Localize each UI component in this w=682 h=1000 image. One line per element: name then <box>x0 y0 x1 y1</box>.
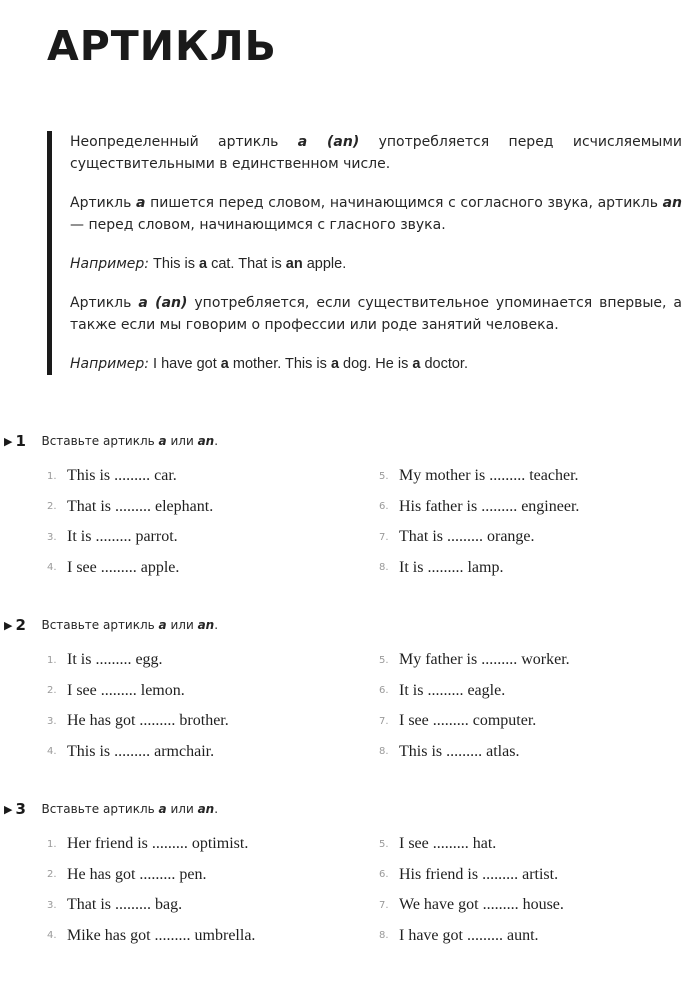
exercise-item <box>379 890 564 921</box>
rule-paragraph-3 <box>70 292 682 336</box>
exercise-column-left <box>47 645 229 767</box>
instruction-article: a <box>158 618 167 632</box>
item-number: 5. <box>379 838 389 850</box>
rule-text: Артикль <box>70 195 136 211</box>
article-term: a <box>136 195 146 211</box>
exercise-column-right <box>379 645 570 767</box>
item-number: 3. <box>47 531 57 543</box>
exercise-column-left <box>47 829 255 951</box>
instruction-text: или <box>166 802 198 816</box>
exercise-item <box>379 829 564 860</box>
item-text: His father is ......... engineer. <box>399 497 580 515</box>
instruction-text: . <box>214 802 219 816</box>
exercise-item <box>379 645 570 676</box>
exercise-instruction <box>41 802 218 816</box>
exercise-number: 1 <box>15 432 26 450</box>
instruction-text: Вставьте артикль <box>41 618 159 632</box>
rule-text: употребляется, если существительное упоминается впервые, а также если мы говорим о профессии или роде занятий человека. <box>70 295 682 333</box>
exercise-item <box>47 522 213 553</box>
item-number: 4. <box>47 562 57 574</box>
item-number: 6. <box>379 685 389 697</box>
exercise-header <box>4 615 218 635</box>
item-text: This is ......... armchair. <box>67 742 215 760</box>
item-text: I see ......... lemon. <box>67 681 185 699</box>
triangle-arrow-icon: ▶ <box>4 434 13 448</box>
exercise-instruction <box>41 618 218 632</box>
item-text: I see ......... hat. <box>399 835 497 853</box>
item-text: His friend is ......... artist. <box>399 865 559 883</box>
instruction-text: или <box>166 618 198 632</box>
rule-text: Артикль <box>70 295 139 311</box>
item-number: 7. <box>379 715 389 727</box>
exercise-column-right <box>379 461 579 583</box>
example-1 <box>70 253 682 275</box>
instruction-text: . <box>214 618 219 632</box>
exercise-item <box>47 921 255 952</box>
item-number: 7. <box>379 899 389 911</box>
item-text: It is ......... eagle. <box>399 681 506 699</box>
exercise-item <box>379 860 564 891</box>
example-label: Например: <box>70 256 150 272</box>
exercise-item <box>379 553 579 584</box>
item-number: 3. <box>47 715 57 727</box>
exercise-item <box>47 737 229 768</box>
rule-text: Неопределенный артикль <box>70 134 298 150</box>
item-text: I have got ......... aunt. <box>399 926 539 944</box>
exercise-item <box>47 829 255 860</box>
item-text: That is ......... bag. <box>67 896 183 914</box>
item-number: 2. <box>47 869 57 881</box>
example-article: a <box>198 256 208 272</box>
example-article: an <box>285 256 303 272</box>
instruction-text: или <box>166 434 198 448</box>
article-term: a (an) <box>297 134 360 150</box>
item-text: He has got ......... brother. <box>67 712 229 730</box>
example-text: I have got <box>149 356 221 372</box>
page-title: АРТИКЛЬ <box>47 22 277 70</box>
item-number: 5. <box>379 470 389 482</box>
example-article: a <box>220 356 229 372</box>
item-number: 4. <box>47 746 57 758</box>
item-text: This is ......... car. <box>67 467 177 485</box>
item-text: I see ......... apple. <box>67 558 180 576</box>
triangle-arrow-icon: ▶ <box>4 802 13 816</box>
exercise-item <box>47 492 213 523</box>
instruction-text: Вставьте артикль <box>41 434 159 448</box>
rule-paragraph-2 <box>70 192 682 236</box>
rule-paragraph-1 <box>70 131 682 175</box>
exercise-item <box>379 522 579 553</box>
item-number: 7. <box>379 531 389 543</box>
item-text: It is ......... parrot. <box>67 528 178 546</box>
rule-box <box>47 131 682 375</box>
item-number: 1. <box>47 470 57 482</box>
item-number: 2. <box>47 685 57 697</box>
example-text: This is <box>149 256 199 272</box>
item-text: My mother is ......... teacher. <box>399 467 579 485</box>
exercise-item <box>379 921 564 952</box>
item-text: That is ......... orange. <box>399 528 535 546</box>
exercise-item <box>379 676 570 707</box>
article-term: an <box>662 195 682 211</box>
item-text: That is ......... elephant. <box>67 497 214 515</box>
example-article: a <box>330 356 340 372</box>
exercise-item <box>47 461 213 492</box>
item-number: 5. <box>379 654 389 666</box>
item-text: He has got ......... pen. <box>67 865 207 883</box>
rule-text: употребляется перед исчисляемыми существительными в единственном числе. <box>70 134 682 172</box>
exercise-column-left <box>47 461 213 583</box>
item-number: 2. <box>47 501 57 513</box>
example-text: dog. He is <box>339 356 413 372</box>
example-text: mother. This is <box>228 356 331 372</box>
example-text: doctor. <box>420 356 468 372</box>
exercise-column-right <box>379 829 564 951</box>
item-text: We have got ......... house. <box>399 896 564 914</box>
exercise-item <box>47 890 255 921</box>
instruction-article: a <box>158 802 167 816</box>
exercise-item <box>47 553 213 584</box>
exercise-item <box>47 706 229 737</box>
item-number: 8. <box>379 930 389 942</box>
rule-text: — перед словом, начинающимся с гласного звука. <box>70 217 446 233</box>
example-article: a <box>412 356 421 372</box>
exercise-number: 2 <box>15 616 26 634</box>
item-number: 4. <box>47 930 57 942</box>
item-number: 6. <box>379 869 389 881</box>
exercise-header <box>4 799 218 819</box>
exercise-number: 3 <box>15 800 26 818</box>
exercise-item <box>379 492 579 523</box>
item-text: Mike has got ......... umbrella. <box>67 926 256 944</box>
exercise-item <box>47 645 229 676</box>
item-number: 3. <box>47 899 57 911</box>
exercise-item <box>379 706 570 737</box>
instruction-article: an <box>197 802 215 816</box>
item-text: This is ......... atlas. <box>399 742 520 760</box>
item-number: 8. <box>379 746 389 758</box>
exercise-item <box>379 461 579 492</box>
example-label: Например: <box>70 356 150 372</box>
exercise-item <box>47 676 229 707</box>
rule-text: пишется перед словом, начинающимся с согласного звука, артикль <box>145 195 663 211</box>
exercise-item <box>47 860 255 891</box>
instruction-text: Вставьте артикль <box>41 802 159 816</box>
triangle-arrow-icon: ▶ <box>4 618 13 632</box>
item-text: It is ......... egg. <box>67 651 163 669</box>
item-text: My father is ......... worker. <box>399 651 570 669</box>
article-term: a (an) <box>138 295 188 311</box>
instruction-article: a <box>158 434 167 448</box>
exercise-item <box>379 737 570 768</box>
example-text: apple. <box>302 256 347 272</box>
example-2 <box>70 353 682 375</box>
item-text: I see ......... computer. <box>399 712 537 730</box>
item-number: 1. <box>47 838 57 850</box>
example-text: cat. That is <box>207 256 286 272</box>
instruction-article: an <box>197 618 215 632</box>
item-number: 6. <box>379 501 389 513</box>
instruction-text: . <box>214 434 219 448</box>
item-text: It is ......... lamp. <box>399 558 504 576</box>
instruction-article: an <box>197 434 215 448</box>
exercise-instruction <box>41 434 218 448</box>
item-number: 1. <box>47 654 57 666</box>
item-number: 8. <box>379 562 389 574</box>
item-text: Her friend is ......... optimist. <box>67 835 249 853</box>
exercise-header <box>4 431 218 451</box>
